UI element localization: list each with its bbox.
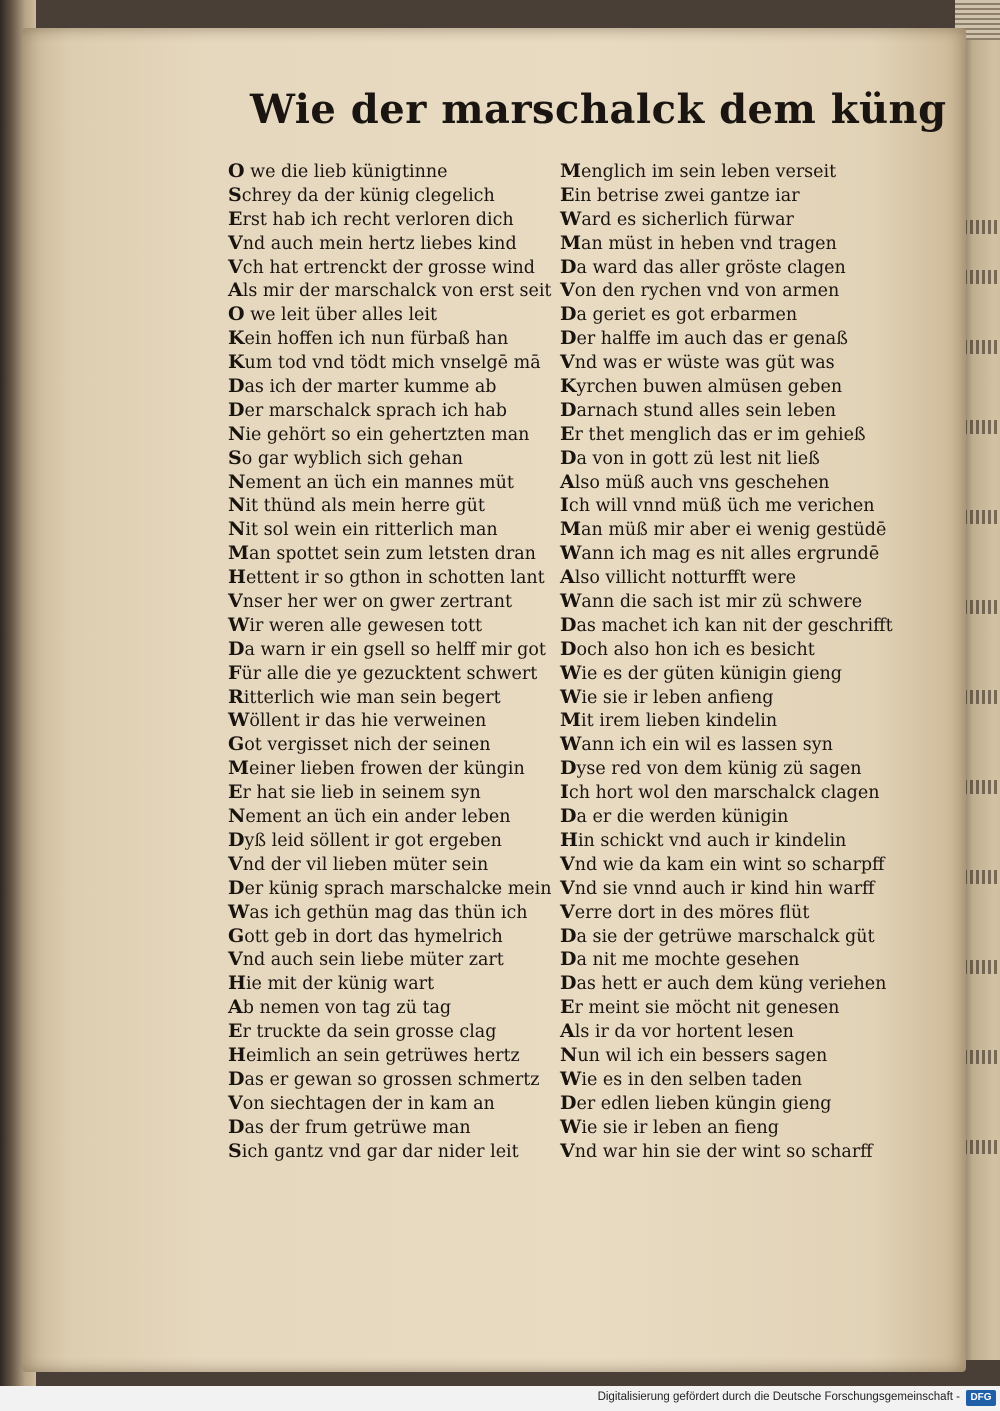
verse-line: Sich gantz vnd gar dar nider leit <box>228 1139 519 1162</box>
verse-line: Wir weren alle gewesen tott <box>228 613 483 636</box>
verse-line: Hettent ir so gthon in schotten lant <box>228 566 545 589</box>
verse-line: Der künig sprach marschalcke mein <box>228 876 552 899</box>
verse-line: Gott geb in dort das hymelrich <box>228 924 503 947</box>
verse-line: Hie mit der künig wart <box>228 972 435 995</box>
verse-line: Nie gehört so ein gehertzten man <box>228 422 530 445</box>
verse-line: Vnser her wer on gwer zertrant <box>228 590 513 613</box>
verse-line: Wöllent ir das hie verweinen <box>228 709 487 732</box>
verse-line: Vnd auch mein hertz liebes kind <box>228 231 517 254</box>
running-title: Wie der marschalck dem küng <box>250 86 947 133</box>
verse-line: Von den rychen vnd von armen <box>560 279 840 302</box>
verse-line: Wann ich ein wil es lassen syn <box>560 733 833 756</box>
verse-line: Als mir der marschalck von erst seit <box>228 279 552 302</box>
verse-line: Darnach stund alles sein leben <box>560 398 837 421</box>
verse-line: Von siechtagen der in kam an <box>228 1091 495 1114</box>
verse-line: Man spottet sein zum letsten dran <box>228 542 536 565</box>
verse-line: Man müß mir aber ei wenig gestüdē <box>560 518 887 541</box>
verse-line: Schrey da der künig clegelich <box>228 183 495 206</box>
verse-line: Got vergisset nich der seinen <box>228 733 491 756</box>
verse-line: Vch hat ertrenckt der grosse wind <box>228 255 535 278</box>
verse-line: Ab nemen von tag zü tag <box>228 996 452 1019</box>
verse-line: Erst hab ich recht verloren dich <box>228 207 514 230</box>
verse-line: Da nit me mochte gesehen <box>560 948 800 971</box>
verse-line: Ich will vnnd müß üch me verichen <box>560 494 875 517</box>
verse-line: Wie sie ir leben anfieng <box>560 685 774 708</box>
verse-line: Wann ich mag es nit alles ergrundē <box>560 542 880 565</box>
verse-line: Wie sie ir leben an fieng <box>560 1115 779 1138</box>
verse-line: Nement an üch ein ander leben <box>228 805 511 828</box>
verse-line: Kein hoffen ich nun fürbaß han <box>228 327 509 350</box>
verse-line: Da warn ir ein gsell so helff mir got <box>228 637 546 660</box>
verse-line: Hin schickt vnd auch ir kindelin <box>560 828 847 851</box>
verse-line: Nit thünd als mein herre güt <box>228 494 485 517</box>
verse-line: Er meint sie möcht nit genesen <box>560 996 840 1019</box>
verse-line: Mit irem lieben kindelin <box>560 709 778 732</box>
verse-line: So gar wyblich sich gehan <box>228 446 464 469</box>
verse-line: Meiner lieben frowen der küngin <box>228 757 525 780</box>
verse-line: Also müß auch vns geschehen <box>560 470 830 493</box>
verse-line: Vnd was er wüste was güt was <box>560 351 835 374</box>
verse-line: Da geriet es got erbarmen <box>560 303 798 326</box>
verse-line: Wie es in den selben taden <box>560 1067 803 1090</box>
verse-line: Dyse red von dem künig zü sagen <box>560 757 862 780</box>
verse-line: Kum tod vnd tödt mich vnselgē mā <box>228 351 541 374</box>
verse-line: Also villicht notturfft were <box>560 566 796 589</box>
verse-line: Nement an üch ein mannes müt <box>228 470 514 493</box>
verse-line: O we die lieb künigtinne <box>228 160 448 182</box>
verse-line: Der halffe im auch das er genaß <box>560 327 848 350</box>
verse-line: Der edlen lieben küngin gieng <box>560 1091 832 1114</box>
verse-line: Man müst in heben vnd tragen <box>560 231 837 254</box>
verse-line: Das er gewan so grossen schmertz <box>228 1067 540 1090</box>
footer-credit: Digitalisierung gefördert durch die Deutsche Forschungsgemeinschaft - <box>597 1391 960 1403</box>
verse-line: Ich hort wol den marschalck clagen <box>560 781 880 804</box>
verse-line: Doch also hon ich es besicht <box>560 637 815 660</box>
verse-line: Er hat sie lieb in seinem syn <box>228 781 481 804</box>
verse-line: Ritterlich wie man sein begert <box>228 685 501 708</box>
footer-bar <box>0 1386 1000 1411</box>
verse-line: Verre dort in des möres flüt <box>560 900 810 923</box>
verse-line: O we leit über alles leit <box>228 303 438 326</box>
verse-line: Das hett er auch dem küng veriehen <box>560 972 887 995</box>
verse-line: Kyrchen buwen almüsen geben <box>560 375 843 398</box>
dfg-logo: DFG <box>966 1390 996 1406</box>
verse-line: Da er die werden künigin <box>560 805 789 828</box>
verse-line: Für alle die ye gezucktent schwert <box>228 661 538 684</box>
verse-line: Das machet ich kan nit der geschrifft <box>560 613 893 636</box>
verse-line: Vnd der vil lieben müter sein <box>228 852 489 875</box>
verse-line: Wann die sach ist mir zü schwere <box>560 590 863 613</box>
verse-line: Nit sol wein ein ritterlich man <box>228 518 498 541</box>
verse-line: Der marschalck sprach ich hab <box>228 398 507 421</box>
verse-line: Er truckte da sein grosse clag <box>228 1020 497 1043</box>
verse-line: Ward es sicherlich fürwar <box>560 207 794 230</box>
verse-line: Das ich der marter kumme ab <box>228 375 497 398</box>
verse-line: Was ich gethün mag das thün ich <box>228 900 528 923</box>
verse-line: Er thet menglich das er im gehieß <box>560 422 866 445</box>
verse-line: Da von in gott zü lest nit ließ <box>560 446 820 469</box>
verse-line: Dyß leid söllent ir got ergeben <box>228 828 502 851</box>
verse-line: Wie es der güten künigin gieng <box>560 661 842 684</box>
verse-line: Vnd auch sein liebe müter zart <box>228 948 504 971</box>
verse-line: Ein betrise zwei gantze iar <box>560 183 800 206</box>
verse-line: Vnd war hin sie der wint so scharff <box>560 1139 873 1162</box>
verse-line: Vnd sie vnnd auch ir kind hin warff <box>560 876 875 899</box>
verse-line: Vnd wie da kam ein wint so scharpff <box>560 852 885 875</box>
verse-line: Nun wil ich ein bessers sagen <box>560 1043 828 1066</box>
verse-line: Als ir da vor hortent lesen <box>560 1020 794 1043</box>
verse-column-left <box>228 160 558 1163</box>
verse-line: Da sie der getrüwe marschalck güt <box>560 924 875 947</box>
verse-column-right <box>560 160 905 1163</box>
verse-line: Menglich im sein leben verseit <box>560 160 837 182</box>
verse-line: Da ward das aller gröste clagen <box>560 255 846 278</box>
verse-line: Heimlich an sein getrüwes hertz <box>228 1043 520 1066</box>
verse-line: Das der frum getrüwe man <box>228 1115 471 1138</box>
